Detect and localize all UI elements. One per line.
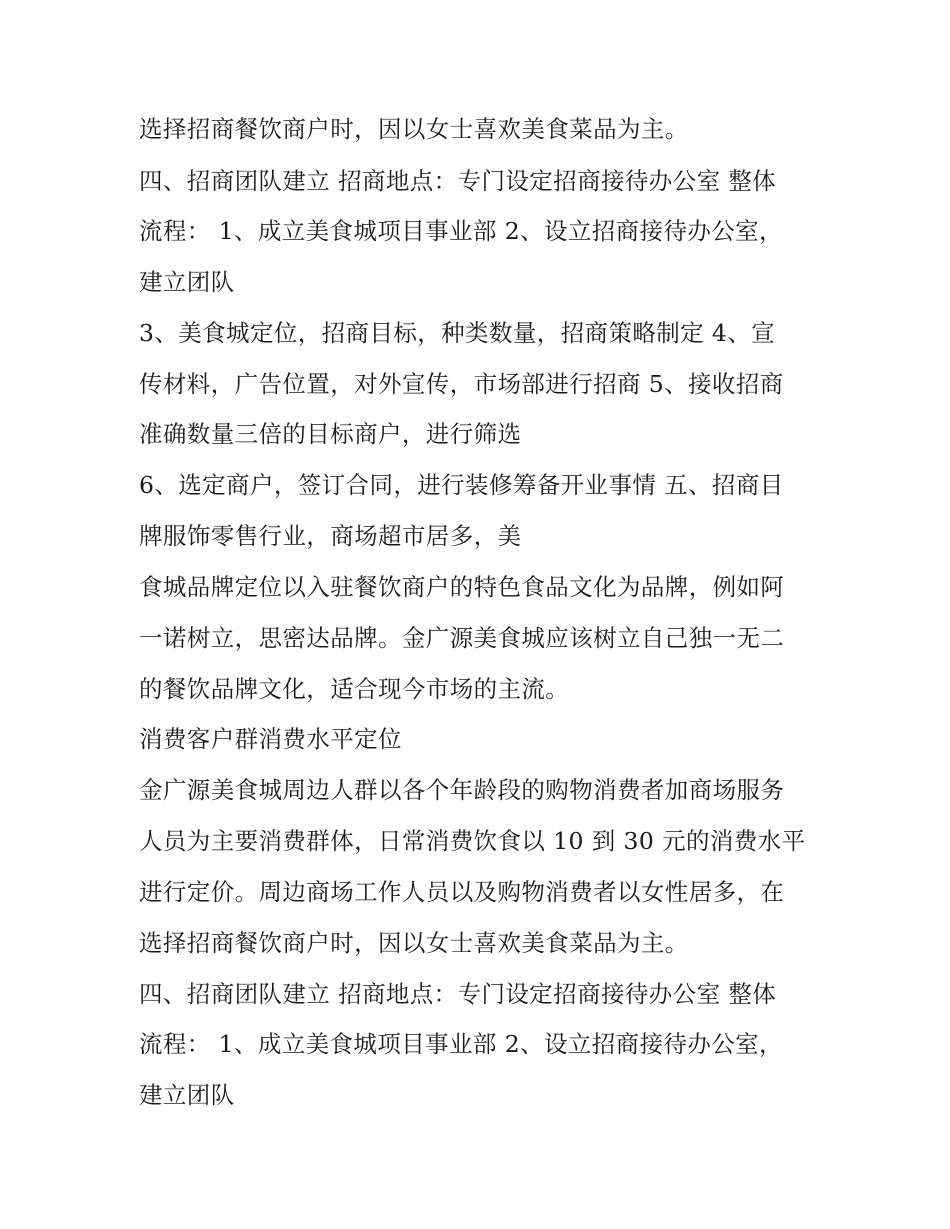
text-line: 的餐饮品牌文化，适合现今市场的主流。 (139, 675, 570, 703)
text-line: 消费客户群消费水平定位 (139, 725, 402, 753)
text-line: 6、选定商户，签订合同，进行装修筹备开业事情 五、招商目 (139, 471, 784, 499)
text-line: 选择招商餐饮商户时，因以女士喜欢美食菜品为主。 (139, 115, 689, 143)
text-line: 传材料，广告位置，对外宣传，市场部进行招商 5、接收招商 (139, 370, 784, 398)
text-line: 金广源美食城周边人群以各个年龄段的购物消费者加商场服务 (139, 776, 785, 804)
text-line: 流程： 1、成立美食城项目事业部 2、设立招商接待办公室， (139, 217, 783, 245)
text-line: 牌服饰零售行业，商场超市居多，美 (139, 522, 522, 550)
text-line: 建立团队 (139, 268, 235, 296)
text-line: 准确数量三倍的目标商户，进行筛选 (139, 420, 522, 448)
text-line: 3、美食城定位，招商目标，种类数量，招商策略制定 4、宣 (139, 319, 776, 347)
text-line: 进行定价。周边商场工作人员以及购物消费者以女性居多，在 (139, 878, 785, 906)
text-line: 四、招商团队建立 招商地点：专门设定招商接待办公室 整体 (139, 980, 777, 1008)
text-line: 一诺树立，思密达品牌。金广源美食城应该树立自己独一无二 (139, 624, 785, 652)
text-line: 建立团队 (139, 1081, 235, 1109)
text-line: 流程： 1、成立美食城项目事业部 2、设立招商接待办公室， (139, 1030, 783, 1058)
text-line: 人员为主要消费群体，日常消费饮食以 10 到 30 元的消费水平 (139, 827, 806, 855)
text-line: 食城品牌定位以入驻餐饮商户的特色食品文化为品牌，例如阿 (139, 573, 785, 601)
text-line: 四、招商团队建立 招商地点：专门设定招商接待办公室 整体 (139, 167, 777, 195)
text-line: 选择招商餐饮商户时，因以女士喜欢美食菜品为主。 (139, 929, 689, 957)
